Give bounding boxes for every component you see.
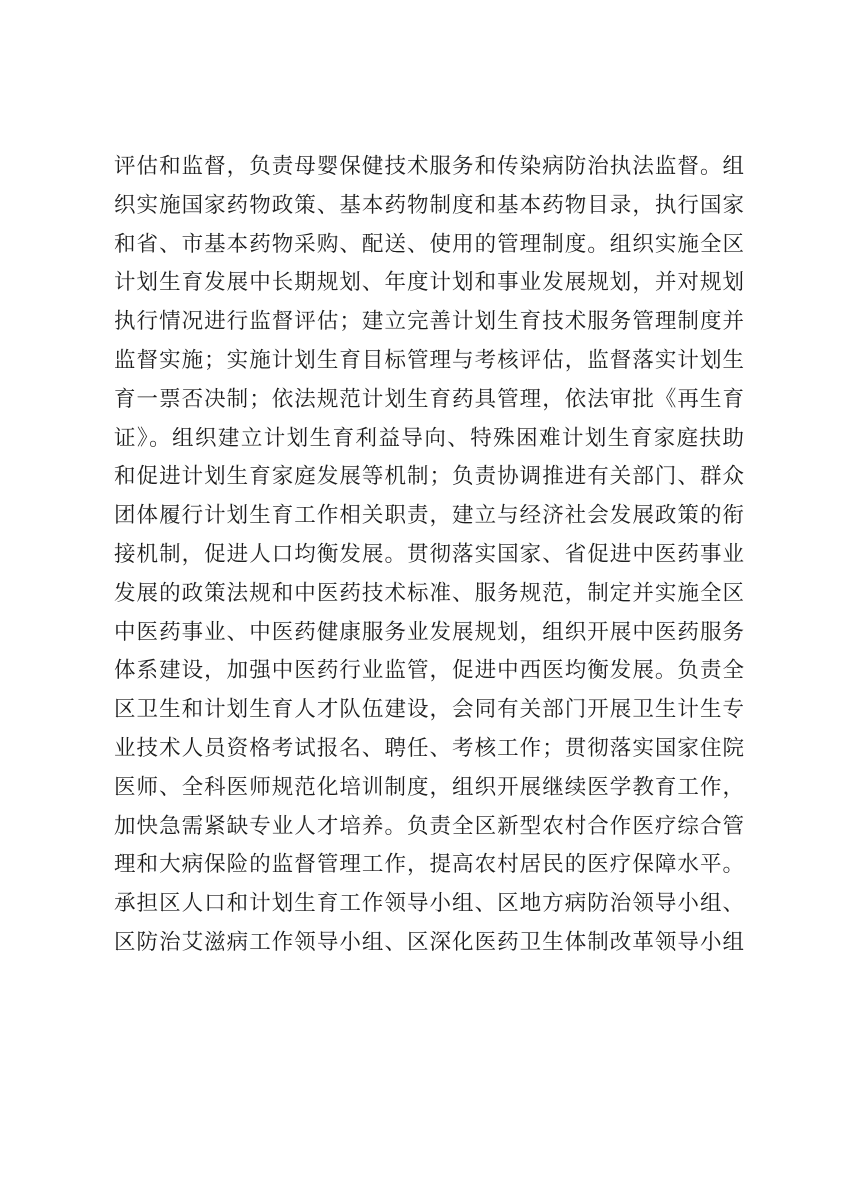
text-line: 织实施国家药物政策、基本药物制度和基本药物目录，执行国家 <box>114 192 744 218</box>
text-line: 和省、市基本药物采购、配送、使用的管理制度。组织实施全区 <box>114 231 744 257</box>
text-line: 计划生育发展中长期规划、年度计划和事业发展规划，并对规划 <box>114 270 744 296</box>
text-line: 团体履行计划生育工作相关职责，建立与经济社会发展政策的衔 <box>114 503 744 529</box>
text-line: 评估和监督，负责母婴保健技术服务和传染病防治执法监督。组 <box>114 154 744 179</box>
text-line: 加快急需紧缺专业人才培养。负责全区新型农村合作医疗综合管 <box>114 813 744 839</box>
text-line: 医师、全科医师规范化培训制度，组织开展继续医学教育工作， <box>114 774 744 800</box>
text-line: 区卫生和计划生育人才队伍建设，会同有关部门开展卫生计生专 <box>114 697 744 723</box>
text-line: 中医药事业、中医药健康服务业发展规划，组织开展中医药服务 <box>114 619 744 645</box>
body-text <box>114 148 744 963</box>
text-line: 体系建设，加强中医药行业监管，促进中西医均衡发展。负责全 <box>114 658 744 684</box>
text-line: 执行情况进行监督评估；建立完善计划生育技术服务管理制度并 <box>114 309 744 335</box>
text-line: 理和大病保险的监督管理工作，提高农村居民的医疗保障水平。 <box>114 852 744 878</box>
text-line: 发展的政策法规和中医药技术标准、服务规范，制定并实施全区 <box>114 580 744 606</box>
text-line: 和促进计划生育家庭发展等机制；负责协调推进有关部门、群众 <box>114 464 744 490</box>
text-line: 证》。组织建立计划生育利益导向、特殊困难计划生育家庭扶助 <box>114 425 744 451</box>
text-line: 接机制，促进人口均衡发展。贯彻落实国家、省促进中医药事业 <box>114 541 744 567</box>
text-line: 监督实施；实施计划生育目标管理与考核评估，监督落实计划生 <box>114 347 744 373</box>
text-line: 育一票否决制；依法规范计划生育药具管理，依法审批《再生育 <box>114 386 744 412</box>
text-line: 业技术人员资格考试报名、聘任、考核工作；贯彻落实国家住院 <box>114 735 744 761</box>
text-line: 承担区人口和计划生育工作领导小组、区地方病防治领导小组、 <box>114 891 744 917</box>
text-line: 区防治艾滋病工作领导小组、区深化医药卫生体制改革领导小组 <box>114 929 744 955</box>
